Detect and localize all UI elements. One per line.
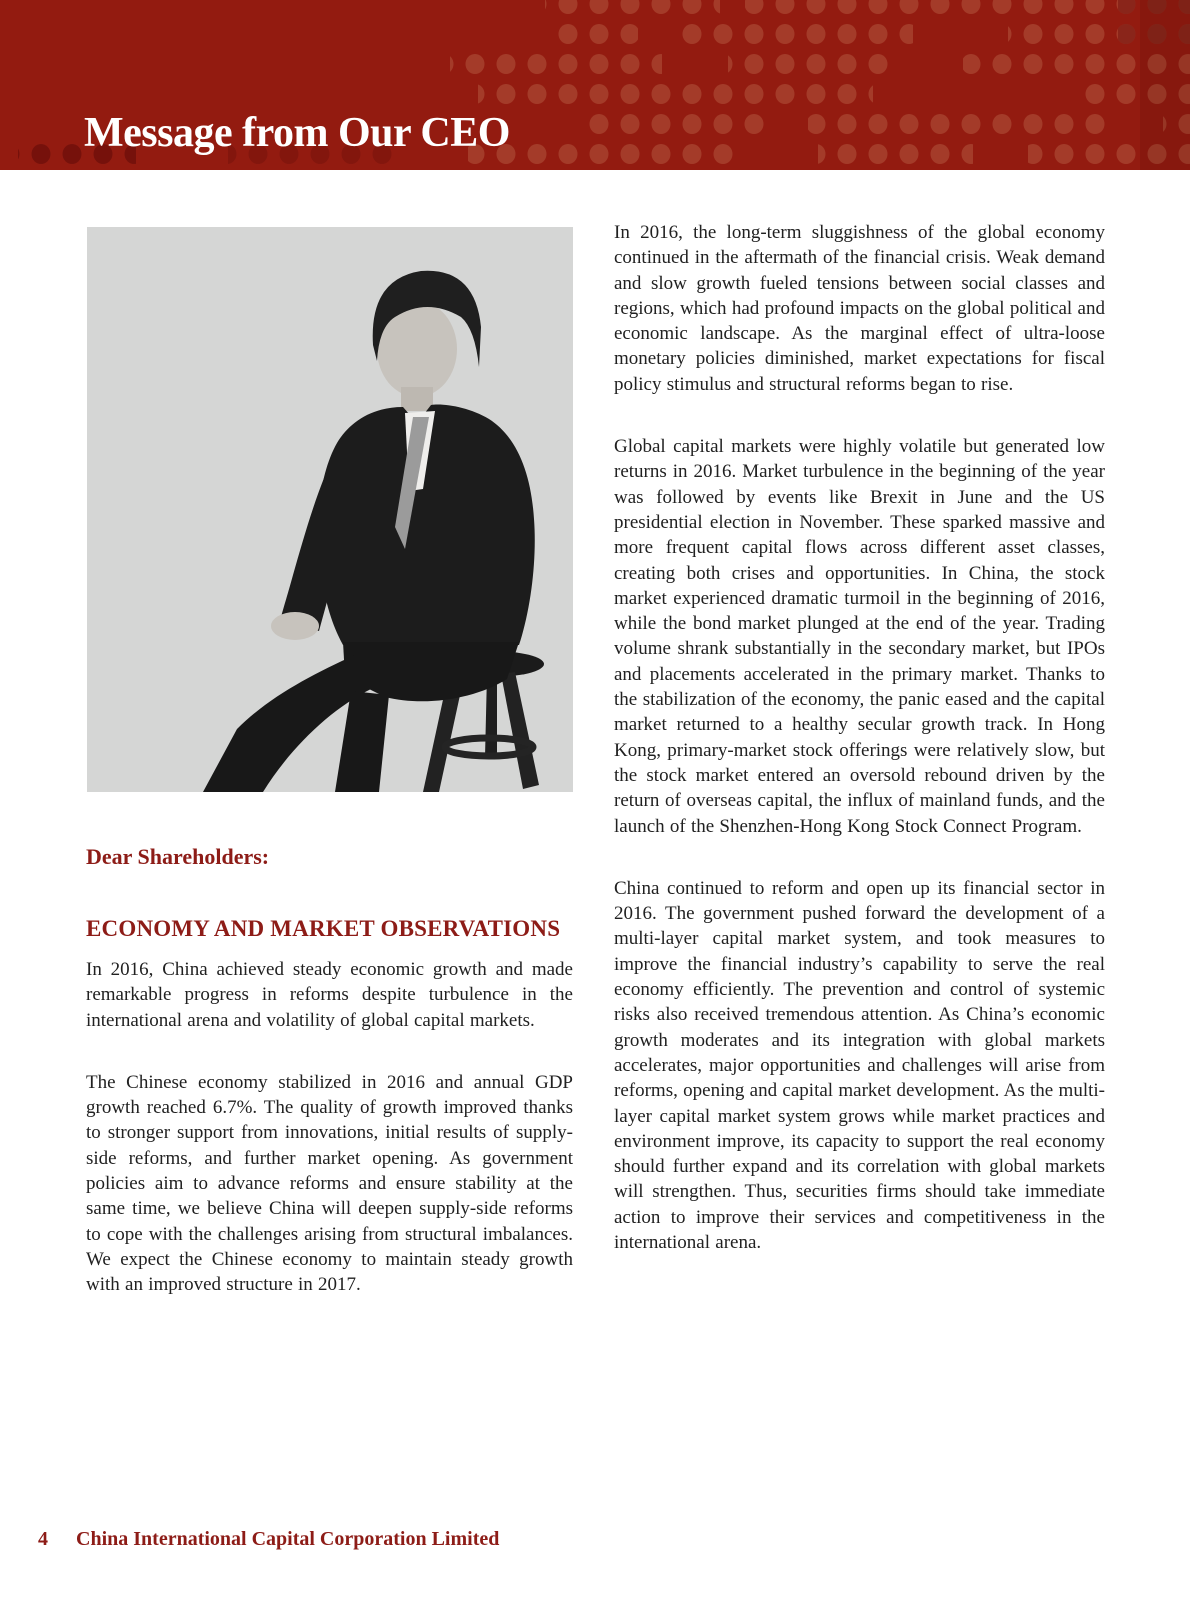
- ceo-photo: [87, 227, 573, 792]
- paragraph: In 2016, the long-term sluggishness of the global economy continued in the aftermath of the financial crisis. Weak demand and slow growth fueled tensions between social classes and regions, which had profound impacts on the global political and economic landscape. As the marginal effect of ultra-loose monetary policies diminished, market expectations for fiscal policy stimulus and structural reforms began to rise.: [614, 222, 1105, 395]
- company-name: China International Capital Corporation Limited: [76, 1528, 500, 1550]
- page-number: 4: [38, 1528, 48, 1550]
- ceo-portrait-graphic: [87, 227, 573, 792]
- paragraph: The Chinese economy stabilized in 2016 and annual GDP growth reached 6.7%. The quality of growth improved thanks to stronger support from innovations, initial results of supply-side reforms, and further market opening. As government policies aim to advance reforms and ensure stability at the same time, we believe China will deepen supply-side reforms to cope with the challenges arising from structural imbalances. We expect the Chinese economy to maintain steady growth with an improved structure in 2017.: [86, 1071, 573, 1296]
- page-title: Message from Our CEO: [84, 110, 510, 156]
- paragraph: Global capital markets were highly volatile but generated low returns in 2016. Market turbulence in the beginning of the year was followed by events like Brexit in June and the US presidential election in November. These sparked massive and more frequent capital flows across different asset classes, creating both crises and opportunities. In China, the stock market experienced dramatic turmoil in the beginning of 2016, while the bond market plunged at the end of the year. Trading volume shrank substantially in the secondary market, but IPOs and placements accelerated in the primary market. Thanks to the stabilization of the economy, the panic eased and the capital market returned to a healthy secular growth track. In Hong Kong, primary-market stock offerings were relatively slow, but the stock market entered an oversold rebound driven by the return of overseas capital, the influx of mainland funds, and the launch of the Shenzhen-Hong Kong Stock Connect Program.: [614, 436, 1105, 837]
- paragraph: In 2016, China achieved steady economic growth and made remarkable progress in reforms despite turbulence in the international arena and volatility of global capital markets.: [86, 959, 573, 1031]
- left-column: [86, 844, 573, 1298]
- paragraph: China continued to reform and open up its financial sector in 2016. The government pushed forward the development of a multi-layer capital market system, and took measures to improve the financial industry’s capability to serve the real economy efficiently. The prevention and control of systemic risks also received tremendous attention. As China’s economic growth moderates and its integration with global markets accelerates, major opportunities and challenges will arise from reforms, opening and capital market development. As the multi-layer capital market system grows while market practices and environment improve, its capacity to support the real economy should further expand and its correlation with global markets will strengthen. Thus, securities firms should take immediate action to improve their services and competitiveness in the international arena.: [614, 877, 1105, 1253]
- header-band: [0, 0, 1190, 170]
- right-column: [614, 220, 1105, 1255]
- salutation: Dear Shareholders:: [86, 844, 270, 869]
- section-heading: ECONOMY AND MARKET OBSERVATIONS: [86, 916, 561, 941]
- page-footer: [38, 1528, 499, 1551]
